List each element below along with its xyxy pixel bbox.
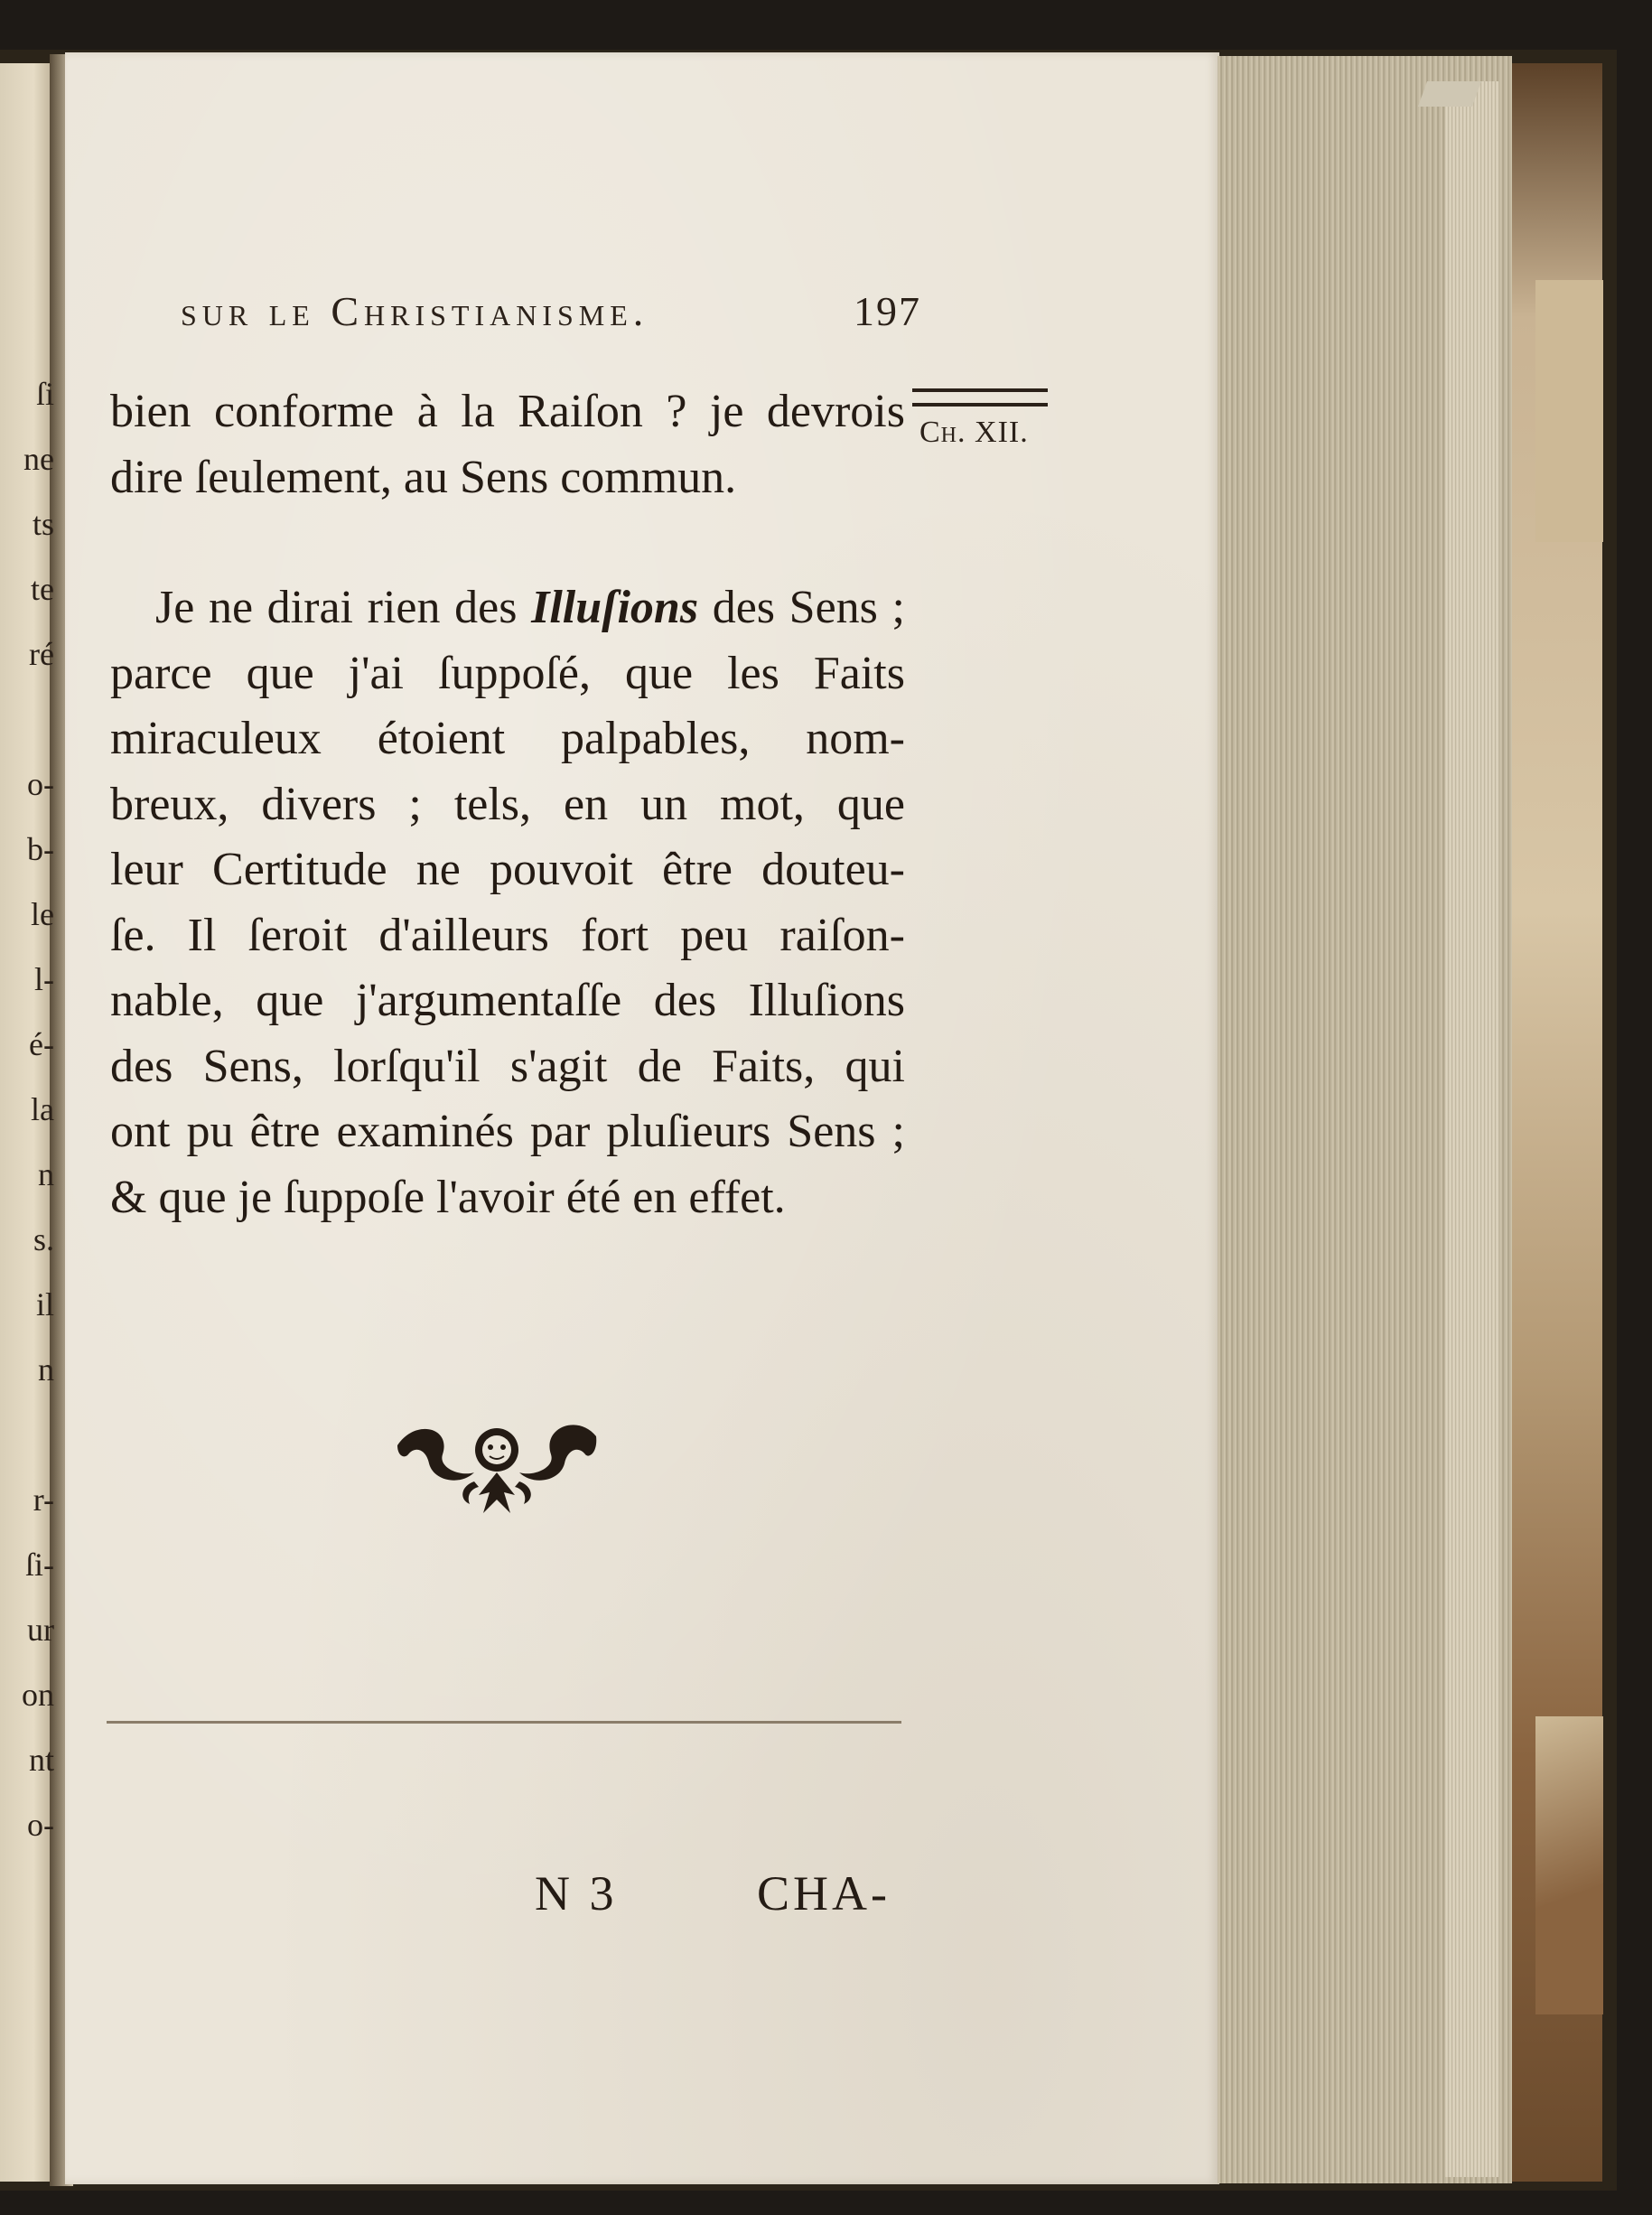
left-fragment: o- [27, 766, 54, 802]
running-head-title: sur le Christianisme. [181, 288, 649, 334]
left-fragment: n [38, 1351, 54, 1388]
left-fragment: le [31, 896, 54, 932]
text-line: & que je ſuppoſe l'avoir été en effet. [110, 1171, 786, 1223]
left-fragment: l- [34, 961, 54, 997]
text-line: miraculeux étoient palpables, nom- [110, 713, 905, 764]
text-line: dire ſeulement, au Sens commun. [110, 451, 737, 503]
left-page-fragments [0, 361, 54, 1857]
left-fragment: ſi [35, 376, 54, 412]
text-line: parce que j'ai ſuppoſé, que les Faits [110, 647, 905, 699]
left-fragment: r- [33, 1481, 54, 1518]
left-fragment: te [31, 571, 54, 607]
fleuron-ornament-icon [388, 1409, 605, 1536]
cover-corner-bottom [1535, 1716, 1603, 2014]
left-fragment: la [31, 1091, 54, 1127]
page-tab [1418, 81, 1481, 107]
text-line: nable, que j'argumentaſſe des Illuſions [110, 975, 905, 1026]
left-fragment: s. [33, 1221, 54, 1257]
left-fragment: n [38, 1156, 54, 1192]
left-fragment: b- [27, 831, 54, 867]
left-fragment: ne [23, 441, 54, 477]
text-line: leur Certitude ne pouvoit être douteu- [110, 844, 905, 895]
margin-double-rule [912, 388, 1048, 407]
body-text [110, 379, 905, 1230]
margin-note: Ch. XII. [919, 416, 1029, 449]
text-line: ont pu être examinés par pluſieurs Sens ; [110, 1106, 905, 1157]
emphasis: Illuſions [531, 582, 699, 633]
text-line: bien conforme à la Raiſon ? je devrois [110, 386, 905, 437]
left-fragment: on [22, 1677, 54, 1713]
text-line: des Sens, lorſqu'il s'agit de Faits, qui [110, 1040, 905, 1092]
left-fragment [0, 687, 54, 752]
left-fragment: ts [32, 506, 54, 542]
catchword: CHA- [757, 1866, 891, 1921]
footnote-rule [107, 1721, 901, 1724]
left-fragment: il [35, 1286, 54, 1322]
paragraph-gap [110, 510, 905, 575]
page-block-edge-inner [1445, 81, 1499, 2177]
text-line: ſe. Il ſeroit d'ailleurs fort peu raiſon- [110, 909, 905, 961]
left-fragment: nt [28, 1742, 54, 1778]
text-line: Je ne dirai rien des Illuſions des Sens ; [155, 582, 905, 633]
cover-corner-top [1535, 280, 1603, 542]
signature-mark: N 3 [535, 1866, 618, 1921]
left-fragment: ré [29, 636, 54, 672]
left-fragment: o- [27, 1807, 54, 1843]
left-fragment: ur [27, 1612, 54, 1648]
page-number: 197 [854, 288, 921, 334]
running-head [181, 287, 921, 335]
left-fragment: é- [29, 1026, 54, 1062]
left-fragment [0, 1402, 54, 1467]
text-line: breux, divers ; tels, en un mot, que [110, 778, 905, 830]
left-fragment: ſi- [25, 1547, 54, 1583]
